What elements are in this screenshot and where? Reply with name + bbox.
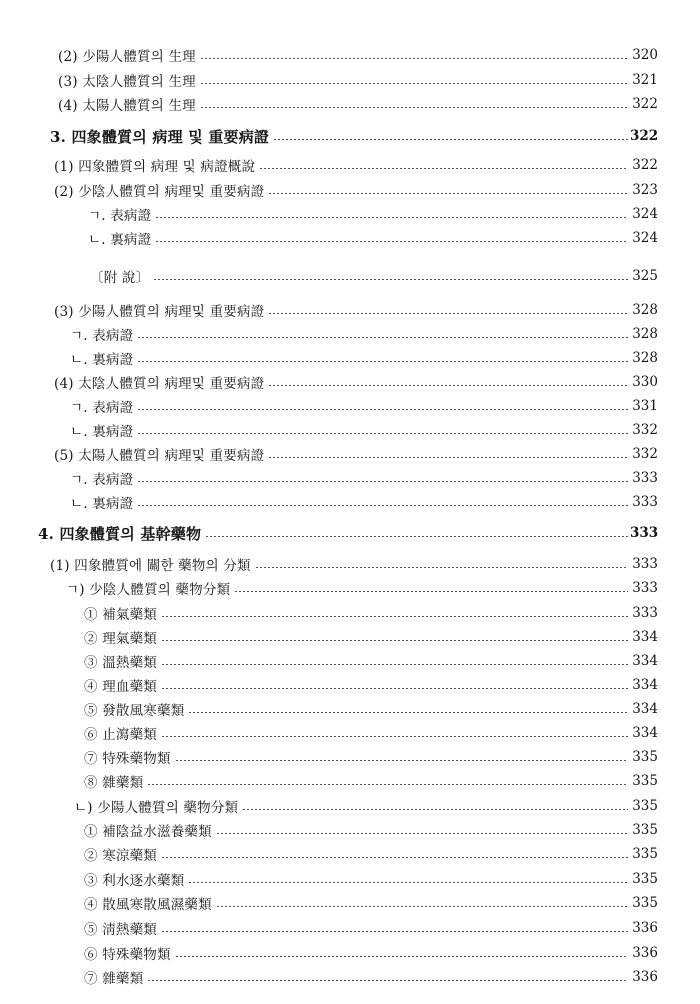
dot-leader [137, 505, 628, 506]
toc-entry [0, 867, 700, 891]
dot-leader [216, 833, 628, 834]
toc-entry [0, 891, 700, 915]
toc-entry-page: 335 [632, 895, 658, 911]
dot-leader [273, 139, 628, 140]
toc-entry-title: 4. 四象體質의 基幹藥物 [38, 524, 202, 543]
toc-entry [0, 818, 700, 842]
toc-entry-title: (2) 少陽人體質의 生理 [58, 49, 196, 65]
toc-entry [0, 298, 700, 322]
toc-entry [0, 576, 700, 600]
toc-entry-title: (2) 少陰人體質의 病理및 重要病證 [54, 184, 265, 200]
toc-entry-title: ② 理氣藥類 [84, 631, 157, 647]
toc-entry-page: 335 [632, 822, 658, 838]
toc-entry [0, 346, 700, 370]
toc-entry-title: ⑦ 雜藥類 [84, 971, 144, 987]
toc-entry [0, 769, 700, 793]
toc-entry-page: 322 [630, 128, 659, 144]
toc-entry [0, 673, 700, 697]
dot-leader [161, 736, 628, 737]
toc-entry-title: (3) 少陽人體質의 病理및 重要病證 [54, 304, 265, 320]
toc-entry-page: 325 [632, 268, 658, 284]
toc-entry [0, 601, 700, 625]
toc-entry [0, 552, 700, 576]
toc-entry-title: ⑧ 雜藥類 [84, 775, 144, 791]
toc-entry [0, 322, 700, 346]
dot-leader [161, 616, 628, 617]
toc-entry-page: 336 [632, 920, 658, 936]
toc-entry [0, 745, 700, 769]
toc-entry-page: 336 [632, 945, 658, 961]
dot-leader [161, 664, 628, 665]
toc-entry [0, 226, 700, 250]
toc-entry [0, 941, 700, 965]
dot-leader [147, 980, 628, 981]
toc-entry-page: 322 [632, 157, 658, 173]
dot-leader [216, 906, 628, 907]
dot-leader [155, 217, 628, 218]
toc-entry-title: ① 補陰益水滋養藥類 [84, 824, 212, 840]
toc-entry-page: 324 [632, 206, 658, 222]
toc-entry-title: ① 補氣藥類 [84, 607, 157, 623]
toc-entry-page: 333 [630, 525, 659, 541]
toc-entry-title: (4) 太陽人體質의 生理 [58, 98, 196, 114]
toc-entry-title: ㄴ. 裏病證 [70, 424, 134, 440]
toc-entry-title: ㄱ. 表病證 [70, 472, 134, 488]
toc-entry-title: 〔附 說〕 [90, 270, 150, 286]
toc-entry [0, 794, 700, 818]
toc-entry [0, 842, 700, 866]
dot-leader [205, 536, 628, 537]
toc-entry-title: ⑦ 特殊藥物類 [84, 751, 171, 767]
toc-entry [0, 721, 700, 745]
dot-leader [255, 567, 628, 568]
toc-entry-page: 335 [632, 773, 658, 789]
toc-entry-page: 333 [632, 580, 658, 596]
toc-entry [0, 442, 700, 466]
toc-entry-title: (3) 太陰人體質의 生理 [58, 74, 196, 90]
dot-leader [137, 337, 628, 338]
toc-entry-page: 334 [632, 629, 658, 645]
toc-entry-page: 328 [632, 302, 658, 318]
toc-entry [0, 916, 700, 940]
dot-leader [268, 457, 628, 458]
toc-entry [0, 490, 700, 514]
dot-leader [188, 882, 628, 883]
dot-leader [268, 385, 628, 386]
dot-leader [234, 591, 628, 592]
toc-entry-page: 320 [632, 47, 658, 63]
toc-entry-page: 331 [632, 398, 658, 414]
toc-entry-title: ⑥ 特殊藥物類 [84, 947, 171, 963]
toc-entry-title: ④ 理血藥類 [84, 679, 157, 695]
toc-entry [0, 178, 700, 202]
toc-entry-page: 324 [632, 230, 658, 246]
toc-section-heading [0, 124, 700, 148]
dot-leader [200, 58, 628, 59]
dot-leader [161, 688, 628, 689]
toc-entry-page: 335 [632, 749, 658, 765]
toc-entry-page: 321 [632, 72, 658, 88]
dot-leader [200, 107, 628, 108]
dot-leader [161, 640, 628, 641]
dot-leader [161, 857, 628, 858]
toc-entry-page: 333 [632, 556, 658, 572]
toc-entry-page: 335 [632, 798, 658, 814]
dot-leader [268, 313, 628, 314]
toc-entry-title: ㄴ) 少陽人體質의 藥物分類 [74, 800, 239, 816]
toc-entry-title: ⑥ 止瀉藥類 [84, 727, 157, 743]
dot-leader [137, 409, 628, 410]
toc-entry-page: 334 [632, 701, 658, 717]
toc-entry-page: 333 [632, 605, 658, 621]
toc-entry-page: 323 [632, 182, 658, 198]
toc-entry [0, 649, 700, 673]
toc-entry-title: ㄴ. 裏病證 [88, 232, 152, 248]
toc-entry-page: 332 [632, 422, 658, 438]
toc-entry-page: 334 [632, 725, 658, 741]
toc-entry [0, 43, 700, 67]
toc-entry-page: 334 [632, 677, 658, 693]
toc-entry [0, 625, 700, 649]
toc-entry-title: (1) 四象體質의 病理 및 病證概說 [54, 159, 256, 175]
toc-entry-title: ㄱ. 表病證 [70, 400, 134, 416]
toc-entry-title: ㄴ. 裏病證 [70, 352, 134, 368]
dot-leader [137, 361, 628, 362]
toc-entry-title: ④ 散風寒散風濕藥類 [84, 897, 212, 913]
toc-entry-title: ㄱ. 表病證 [70, 328, 134, 344]
toc-entry-page: 333 [632, 470, 658, 486]
dot-leader [259, 168, 628, 169]
dot-leader [188, 712, 628, 713]
toc-entry [0, 264, 700, 288]
toc-entry-title: ③ 溫熱藥類 [84, 655, 157, 671]
toc-entry-page: 335 [632, 846, 658, 862]
toc-entry [0, 68, 700, 92]
toc-entry-page: 336 [632, 969, 658, 985]
dot-leader [268, 193, 628, 194]
toc-entry-title: ㄱ. 表病證 [88, 208, 152, 224]
toc-entry-page: 335 [632, 871, 658, 887]
dot-leader [161, 931, 628, 932]
toc-entry-title: ㄴ. 裏病證 [70, 496, 134, 512]
toc-entry [0, 370, 700, 394]
toc-entry-title: (4) 太陰人體質의 病理및 重要病證 [54, 376, 265, 392]
toc-entry-page: 333 [632, 494, 658, 510]
toc-entry-title: ⑤ 發散風寒藥類 [84, 703, 185, 719]
toc-section-heading [0, 521, 700, 545]
dot-leader [153, 279, 628, 280]
toc-entry [0, 418, 700, 442]
toc-entry-page: 330 [632, 374, 658, 390]
toc-entry-page: 328 [632, 350, 658, 366]
toc-entry-page: 334 [632, 653, 658, 669]
dot-leader [137, 433, 628, 434]
toc-entry [0, 153, 700, 177]
dot-leader [175, 760, 628, 761]
toc-entry [0, 92, 700, 116]
dot-leader [155, 241, 628, 242]
dot-leader [137, 481, 628, 482]
toc-entry [0, 697, 700, 721]
toc-entry-page: 332 [632, 446, 658, 462]
dot-leader [200, 83, 628, 84]
toc-entry-page: 322 [632, 96, 658, 112]
toc-entry [0, 202, 700, 226]
toc-entry-title: (1) 四象體質에 關한 藥物의 分類 [50, 558, 251, 574]
toc-entry-title: ② 寒涼藥類 [84, 848, 157, 864]
toc-entry [0, 466, 700, 490]
toc-entry-title: (5) 太陽人體質의 病理및 重要病證 [54, 448, 265, 464]
toc-entry-page: 328 [632, 326, 658, 342]
toc-entry-title: 3. 四象體質의 病理 및 重要病證 [50, 127, 270, 146]
dot-leader [147, 784, 628, 785]
toc-entry-title: ⑤ 淸熱藥類 [84, 922, 157, 938]
dot-leader [175, 956, 628, 957]
toc-entry [0, 394, 700, 418]
toc-entry-title: ③ 利水逐水藥類 [84, 873, 185, 889]
dot-leader [242, 809, 628, 810]
toc-entry-title: ㄱ) 少陰人體質의 藥物分類 [66, 582, 231, 598]
toc-entry [0, 965, 700, 989]
